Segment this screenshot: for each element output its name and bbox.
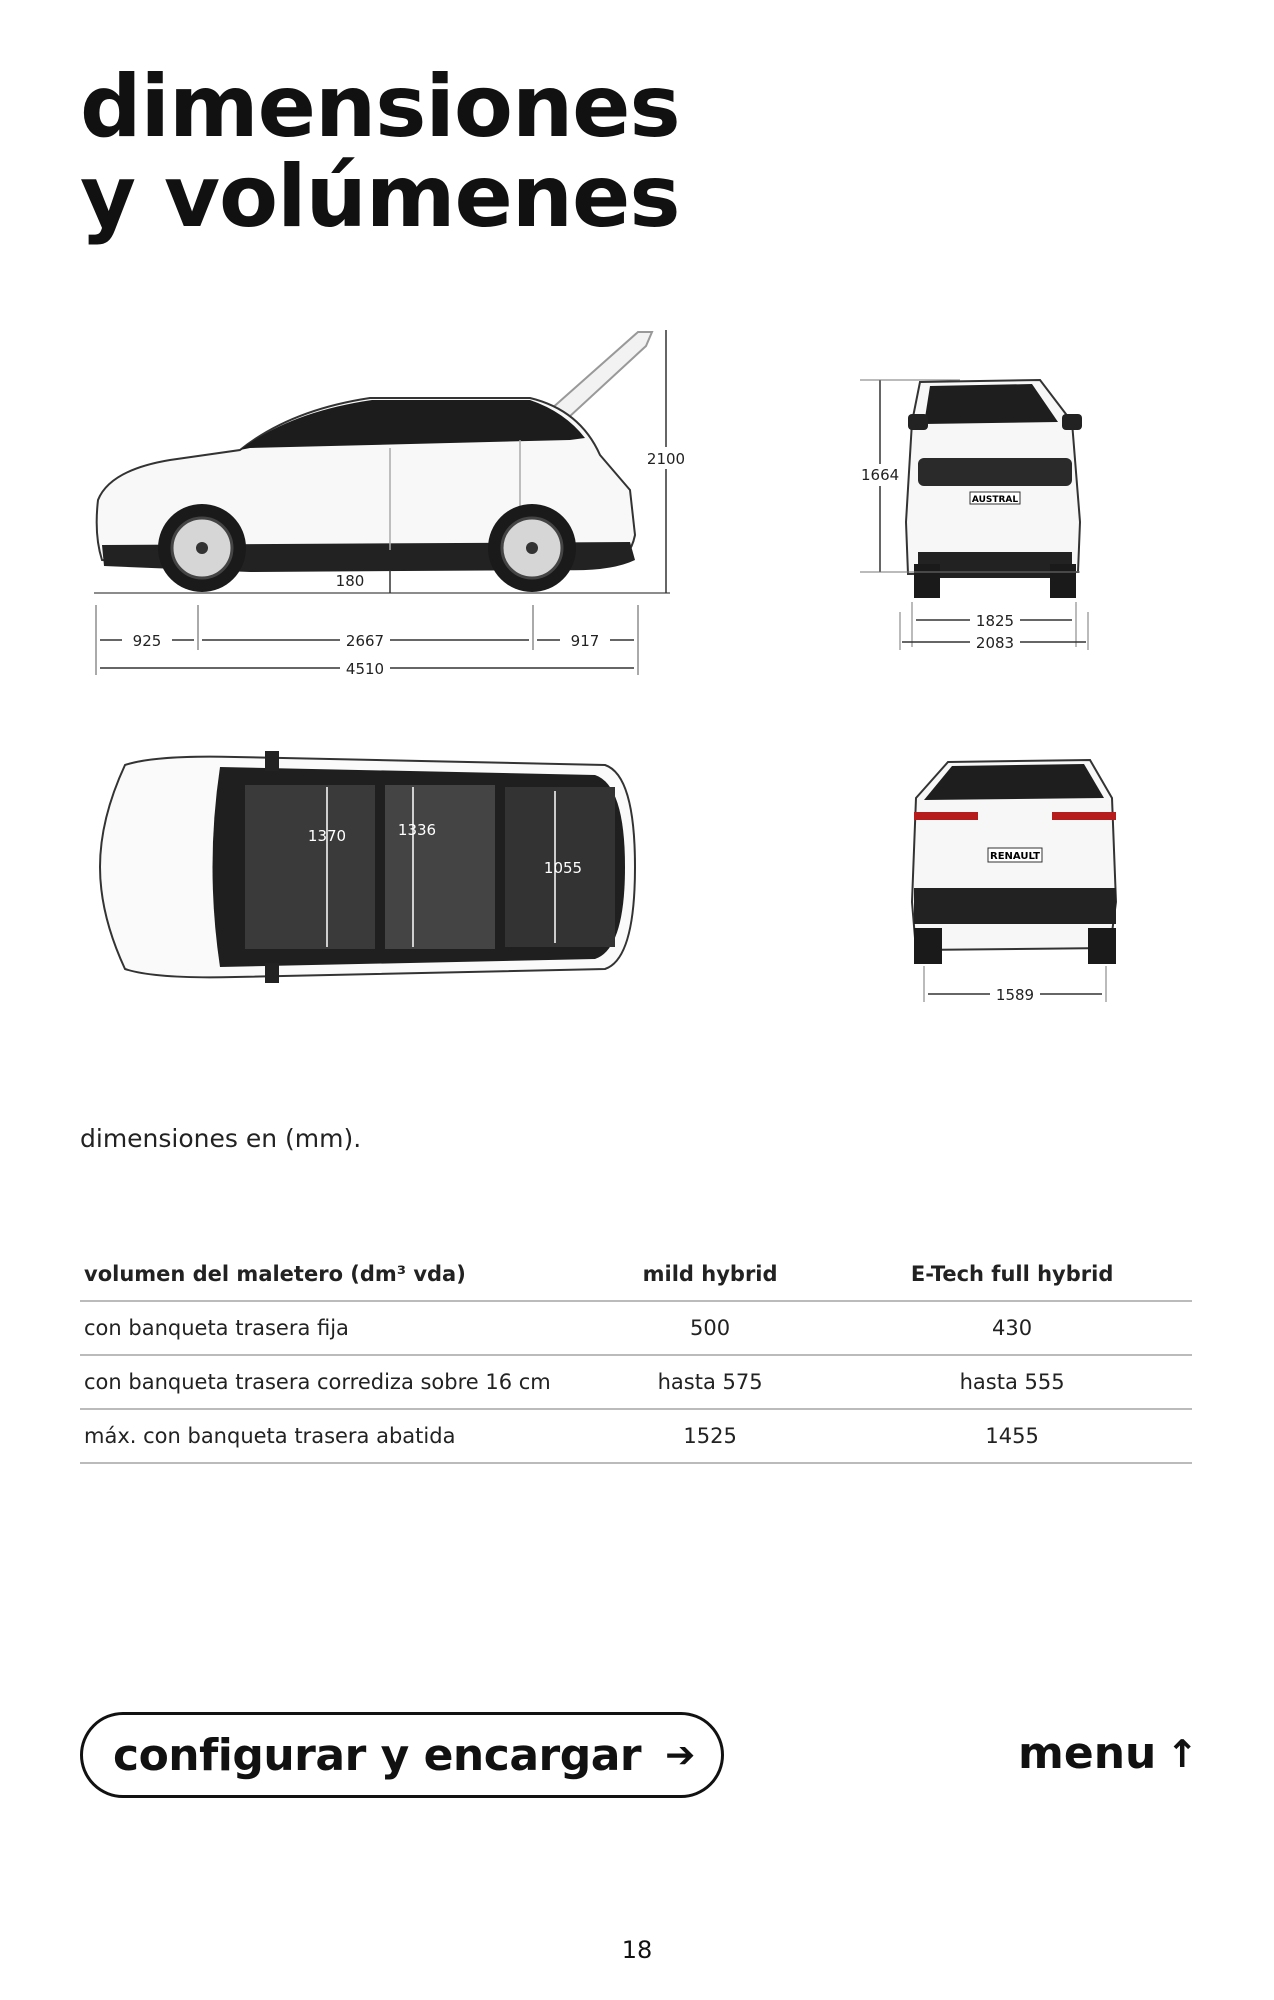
page-number: 18: [621, 1936, 653, 1964]
rear-view-figure: [900, 752, 1180, 1022]
dim-front-height: 1664: [861, 466, 900, 484]
row-mild-value: hasta 575: [588, 1355, 832, 1409]
arrow-right-icon: ➔: [665, 1734, 695, 1776]
table-header-etech: E-Tech full hybrid: [832, 1248, 1192, 1301]
row-label: con banqueta trasera fija: [80, 1301, 588, 1355]
rear-wheel: [488, 504, 576, 592]
table-header-row: [80, 1248, 1192, 1301]
row-mild-value: 500: [588, 1301, 832, 1355]
configure-order-button[interactable]: [80, 1712, 724, 1798]
dim-height-total: 2100: [646, 450, 686, 468]
table-header-mild-hybrid: mild hybrid: [588, 1248, 832, 1301]
menu-button[interactable]: [1018, 1728, 1198, 1779]
open-tailgate: [550, 332, 652, 418]
dim-boot-width: 1055: [543, 859, 583, 877]
arrow-up-icon: ↑: [1166, 1731, 1199, 1776]
row-label: máx. con banqueta trasera abatida: [80, 1409, 588, 1463]
row-etech-value: hasta 555: [832, 1355, 1192, 1409]
row-etech-value: 430: [832, 1301, 1192, 1355]
dim-rear-track: 1589: [995, 986, 1035, 1004]
dim-length: 4510: [345, 660, 385, 678]
table-row: [80, 1355, 1192, 1409]
front-badge: AUSTRAL: [971, 495, 1019, 505]
menu-label: menu: [1018, 1728, 1157, 1779]
front-view-figure: [840, 372, 1170, 662]
row-label: con banqueta trasera corrediza sobre 16 cm: [80, 1355, 588, 1409]
title-line-2: y volúmenes: [80, 147, 680, 247]
table-row: [80, 1301, 1192, 1355]
dim-width-mirrors: 2083: [975, 634, 1015, 652]
dim-rear-overhang: 917: [570, 632, 600, 650]
title-line-1: dimensiones: [80, 57, 680, 157]
configure-order-label: configurar y encargar: [113, 1729, 642, 1781]
front-wheel: [158, 504, 246, 592]
side-view-figure: [90, 320, 700, 690]
row-etech-value: 1455: [832, 1409, 1192, 1463]
boot-volume-table: [80, 1248, 1192, 1464]
dim-interior-rear: 1336: [397, 821, 437, 839]
dim-front-overhang: 925: [132, 632, 162, 650]
table-header-volume: volumen del maletero (dm³ vda): [80, 1248, 588, 1301]
top-view-figure: [95, 735, 645, 1005]
row-mild-value: 1525: [588, 1409, 832, 1463]
dimensions-caption: dimensiones en (mm).: [80, 1124, 362, 1153]
rear-badge: RENAULT: [990, 851, 1040, 862]
dim-interior-front: 1370: [307, 827, 347, 845]
dim-width-body: 1825: [975, 612, 1015, 630]
table-row: [80, 1409, 1192, 1463]
dim-ground-clearance: 180: [335, 572, 365, 590]
dim-wheelbase: 2667: [345, 632, 385, 650]
page-title: [80, 57, 680, 247]
